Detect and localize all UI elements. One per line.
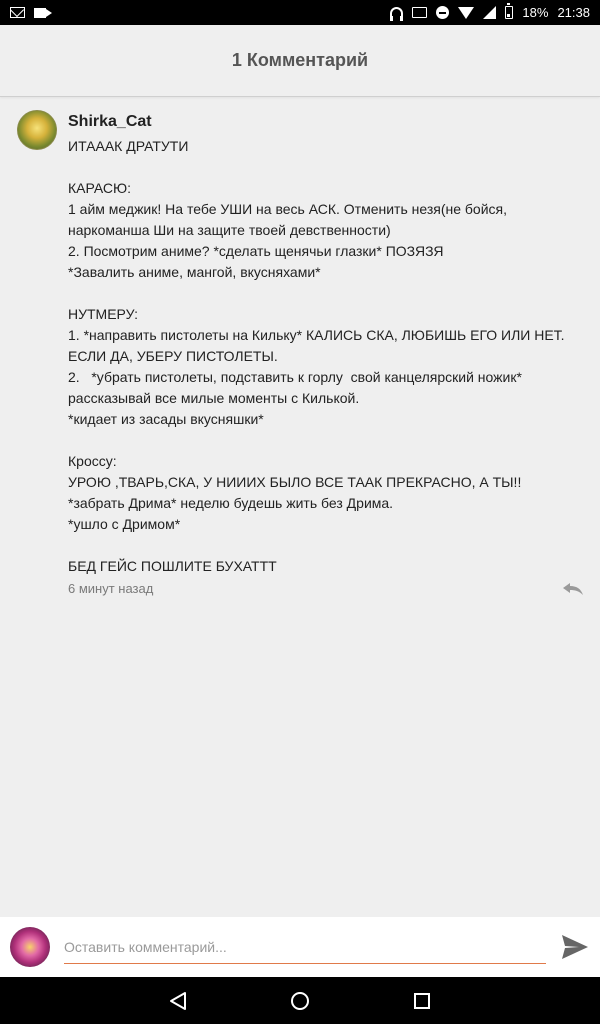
page-title: 1 Комментарий xyxy=(231,50,369,70)
comment-text: ИТАААК ДРАТУТИ КАРАСЮ: 1 айм меджик! На тебе УШИ на весь АСК. Отменить незя(не бойся, наркоманша Ши на защите твоей девственности) 2. Посмотрим аниме? *сделать щенячьи глазки* ПОЗЯЗЯ *Завалить аниме, мангой, вкусняхами* НУТМЕРУ: 1. *направить пистолеты на Кильку* КАЛИСЬ СКА, ЛЮБИШЬ ЕГО ИЛИ НЕТ. ЕСЛИ ДА, УБЕРУ ПИСТОЛЕТЫ. 2. *убрать пистолеты, подставить к горлу свой канцелярский ножик* рассказывай все милые моменты с Килькой. *кидает из засады вкусняшки* Кроссу: УРОЮ ,ТВАРЬ,СКА, У НИИИХ БЫЛО ВСЕ ТААК ПРЕКРАСНО, А ТЫ!! *забрать Дрима* неделю будешь жить без Дрима. *ушло с Дримом* БЕД ГЕЙС ПОШЛИТЕ БУХАТТТ xyxy=(68,138,565,574)
status-bar xyxy=(0,0,600,25)
comment-meta xyxy=(68,581,584,596)
comment-author[interactable]: Shirka_Cat xyxy=(68,113,152,130)
video-icon xyxy=(34,8,46,18)
cast-icon xyxy=(412,7,427,18)
signal-icon xyxy=(483,6,496,19)
headphones-icon xyxy=(390,7,403,19)
battery-level: 18% xyxy=(522,5,549,20)
app-bar xyxy=(0,25,600,97)
wifi-icon xyxy=(458,7,474,19)
comment-input-bar xyxy=(0,917,600,977)
comment-item xyxy=(0,98,600,596)
back-icon[interactable] xyxy=(167,990,189,1012)
comment-body xyxy=(68,110,584,596)
dnd-icon xyxy=(436,6,449,19)
gmail-icon xyxy=(10,7,25,18)
recents-icon[interactable] xyxy=(411,990,433,1012)
send-icon[interactable] xyxy=(560,932,590,962)
status-right xyxy=(390,5,590,20)
reply-icon[interactable] xyxy=(562,582,584,596)
battery-icon xyxy=(505,6,513,19)
user-avatar[interactable] xyxy=(10,927,50,967)
comment-time: 6 минут назад xyxy=(68,581,154,596)
home-icon[interactable] xyxy=(289,990,311,1012)
author-avatar[interactable] xyxy=(17,110,57,150)
navigation-bar xyxy=(0,977,600,1024)
clock: 21:38 xyxy=(557,5,590,20)
status-left xyxy=(10,7,50,18)
comment-input[interactable] xyxy=(64,930,546,964)
